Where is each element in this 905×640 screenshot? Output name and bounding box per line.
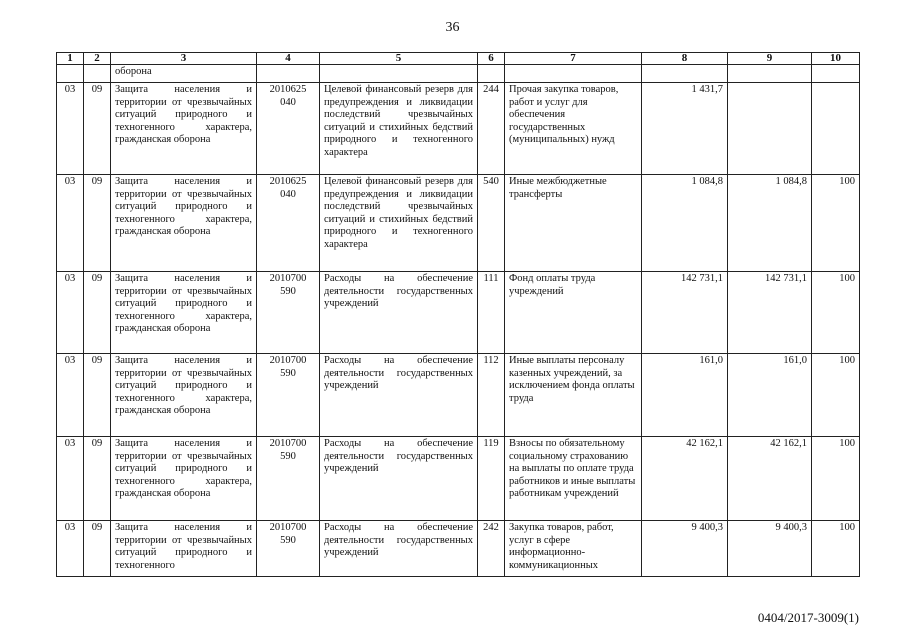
table-row (57, 175, 860, 272)
cell-section-name: Защита населения и территории от чрезвычайных ситуаций природного и техногенного характера, гражданская оборона (111, 354, 257, 437)
cell-target-name: Расходы на обеспечение деятельности государственных учреждений (320, 521, 478, 577)
cell-target-name: Целевой финансовый резерв для предупреждения и ликвидации последствий чрезвычайных ситуаций и стихийных бедствий природного и техногенного характера (320, 83, 478, 175)
cell-expense-code: 112 (478, 354, 505, 437)
budget-table (56, 52, 860, 577)
cell-subsection: 09 (84, 175, 111, 272)
table-row (57, 521, 860, 577)
cell-section-name: Защита населения и территории от чрезвычайных ситуаций природного и техногенного характера, гражданская оборона (111, 272, 257, 354)
cell-section-name: Защита населения и территории от чрезвычайных ситуаций природного и техногенного характера, гражданская оборона (111, 83, 257, 175)
cell-target-name: Расходы на обеспечение деятельности государственных учреждений (320, 437, 478, 521)
cell-amount-fact: 1 084,8 (728, 175, 812, 272)
cell-amount-fact: 9 400,3 (728, 521, 812, 577)
cell-section: 03 (57, 272, 84, 354)
cell-expense-code: 111 (478, 272, 505, 354)
cell-target-code: 2010700 590 (257, 521, 320, 577)
col-header-5: 5 (320, 53, 478, 65)
cell-expense-code: 242 (478, 521, 505, 577)
cell-amount-fact (728, 83, 812, 175)
cell-target-name: Расходы на обеспечение деятельности государственных учреждений (320, 354, 478, 437)
cell-subsection: 09 (84, 272, 111, 354)
cell-expense-name: Фонд оплаты труда учреждений (505, 272, 642, 354)
cell-section: 03 (57, 175, 84, 272)
cell-amount-plan: 1 084,8 (642, 175, 728, 272)
cell-percent: 100 (812, 175, 860, 272)
col-header-8: 8 (642, 53, 728, 65)
cell-expense-name: Взносы по обязательному социальному страхованию на выплаты по оплате труда работников и иные выплаты работникам учреждений (505, 437, 642, 521)
cell-amount-fact: 161,0 (728, 354, 812, 437)
continuation-row (57, 65, 860, 83)
cell-section: 03 (57, 437, 84, 521)
col-header-10: 10 (812, 53, 860, 65)
cell-expense-code: 244 (478, 83, 505, 175)
table-row (57, 354, 860, 437)
table-row (57, 83, 860, 175)
col-header-2: 2 (84, 53, 111, 65)
cell-expense-name: Иные межбюджетные трансферты (505, 175, 642, 272)
cell-section-name: Защита населения и территории от чрезвычайных ситуаций природного и техногенного характера, гражданская оборона (111, 437, 257, 521)
cell-subsection: 09 (84, 83, 111, 175)
col-header-3: 3 (111, 53, 257, 65)
cell-percent: 100 (812, 437, 860, 521)
cell-expense-name: Иные выплаты персоналу казенных учреждений, за исключением фонда оплаты труда (505, 354, 642, 437)
cell-subsection: 09 (84, 521, 111, 577)
cell-expense-code: 119 (478, 437, 505, 521)
document-code: 0404/2017-3009(1) (757, 610, 859, 625)
cell-section-name: Защита населения и территории от чрезвычайных ситуаций природного и техногенного (111, 521, 257, 577)
cell-target-code: 2010625 040 (257, 175, 320, 272)
cell-amount-plan: 42 162,1 (642, 437, 728, 521)
cell-percent (812, 83, 860, 175)
page-number: 36 (445, 20, 460, 35)
header-row (57, 53, 860, 65)
cell-target-code: 2010700 590 (257, 437, 320, 521)
cell-section-name: Защита населения и территории от чрезвычайных ситуаций природного и техногенного характера, гражданская оборона (111, 175, 257, 272)
cell-section: 03 (57, 83, 84, 175)
col-header-6: 6 (478, 53, 505, 65)
cell-percent: 100 (812, 521, 860, 577)
cell-amount-fact: 42 162,1 (728, 437, 812, 521)
cell-amount-fact: 142 731,1 (728, 272, 812, 354)
table-row (57, 437, 860, 521)
cell-subsection: 09 (84, 437, 111, 521)
col-header-4: 4 (257, 53, 320, 65)
cell-target-name: Расходы на обеспечение деятельности государственных учреждений (320, 272, 478, 354)
cell-section-name: оборона (111, 65, 257, 83)
cell-section: 03 (57, 521, 84, 577)
cell-expense-code: 540 (478, 175, 505, 272)
cell-percent: 100 (812, 354, 860, 437)
cell-target-code: 2010625 040 (257, 83, 320, 175)
cell-amount-plan: 142 731,1 (642, 272, 728, 354)
col-header-9: 9 (728, 53, 812, 65)
col-header-1: 1 (57, 53, 84, 65)
cell-section: 03 (57, 354, 84, 437)
table-row (57, 272, 860, 354)
col-header-7: 7 (505, 53, 642, 65)
cell-expense-name: Закупка товаров, работ, услуг в сфере информационно-коммуникационных (505, 521, 642, 577)
cell-subsection: 09 (84, 354, 111, 437)
cell-amount-plan: 9 400,3 (642, 521, 728, 577)
cell-amount-plan: 161,0 (642, 354, 728, 437)
cell-percent: 100 (812, 272, 860, 354)
cell-target-code: 2010700 590 (257, 354, 320, 437)
cell-target-code: 2010700 590 (257, 272, 320, 354)
cell-amount-plan: 1 431,7 (642, 83, 728, 175)
cell-expense-name: Прочая закупка товаров, работ и услуг для обеспечения государственных (муниципальных) нужд (505, 83, 642, 175)
cell-target-name: Целевой финансовый резерв для предупреждения и ликвидации последствий чрезвычайных ситуаций и стихийных бедствий природного и техногенного характера (320, 175, 478, 272)
